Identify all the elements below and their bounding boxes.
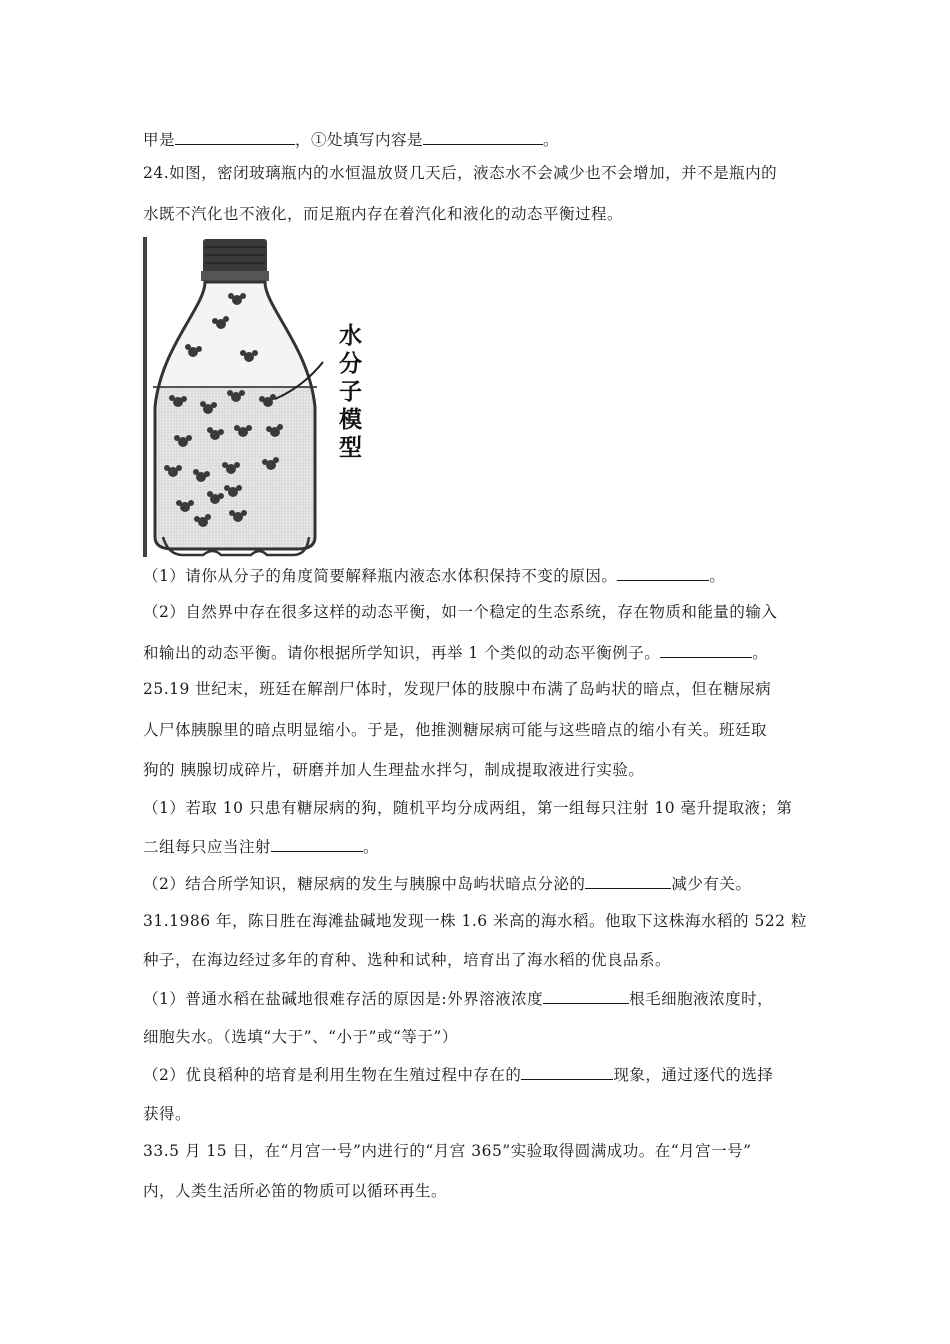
water-bottle-illustration <box>143 237 371 557</box>
figure-label-char: 模 <box>339 407 362 433</box>
question-24-part-2: （2）自然界中存在很多这样的动态平衡，如一个稳定的生态系统，存在物质和能量的输入 <box>143 603 778 621</box>
question-24-part-2-cont: 和输出的动态平衡。请你根据所学知识，再举 1 个类似的动态平衡例子。 。 <box>143 641 813 664</box>
question-31-stem-cont: 种子，在海边经过多年的育种、选种和试种，培育出了海水稻的优良品系。 <box>143 951 672 969</box>
question-31-stem: 31.1986 年，陈日胜在海滩盐碱地发现一株 1.6 米高的海水稻。他取下这株海水稻的 522 粒 <box>143 912 807 930</box>
answer-blank <box>660 641 752 658</box>
question-24-part-1: （1）请你从分子的角度简要解释瓶内液态水体积保持不变的原因。 。 <box>143 564 813 587</box>
question-33-stem-cont: 内，人类生活所必笛的物质可以循环再生。 <box>143 1182 448 1200</box>
question-31-part-2-cont: 获得。 <box>143 1105 192 1123</box>
question-25-part-1: （1）若取 10 只患有糖尿病的狗，随机平均分成两组，第一组每只注射 10 毫升提取液；第 <box>143 799 793 817</box>
answer-blank <box>543 987 629 1004</box>
answer-blank <box>617 564 709 581</box>
question-31-part-1-cont: 细胞失水。（选填“大于”、“小于”或“等于”） <box>143 1028 458 1046</box>
question-25-stem-cont: 人尸体胰腺里的暗点明显缩小。于是，他推测糖尿病可能与这些暗点的缩小有关。班廷取 <box>143 721 768 739</box>
answer-blank <box>585 872 671 889</box>
answer-blank <box>521 1063 613 1080</box>
question-25-part-2: （2）结合所学知识，糖尿病的发生与胰腺中岛屿状暗点分泌的 减少有关。 <box>143 872 813 895</box>
figure-label-char: 分 <box>339 351 362 377</box>
figure-label-char: 子 <box>339 379 362 405</box>
question-25-stem: 25.19 世纪末，班廷在解剖尸体时，发现尸体的肢腺中布满了岛屿状的暗点，但在糖尿病 <box>143 680 772 698</box>
question-31-part-2: （2）优良稻种的培育是利用生物在生殖过程中存在的 现象，通过逐代的选择 <box>143 1063 813 1086</box>
question-24-stem: 24.如图，密闭玻璃瓶内的水恒温放贤几天后，液态水不会减少也不会增加，并不是瓶内的 <box>143 164 778 182</box>
bottle-figure <box>143 237 371 557</box>
question-25-part-1-cont: 二组每只应当注射 。 <box>143 835 813 858</box>
question-25-stem-cont: 狗的 胰腺切成碎片，研磨并加人生理盐水拌匀，制成提取液进行实验。 <box>143 761 645 779</box>
figure-label-char: 水 <box>339 323 362 349</box>
question-33-stem: 33.5 月 15 日，在“月宫一号”内进行的“月宫 365”实验取得圆满成功。在“月宫一号” <box>143 1142 752 1160</box>
figure-label-char: 型 <box>339 435 362 461</box>
question-31-part-1: （1）普通水稻在盐碱地很难存活的原因是:外界溶液浓度 根毛细胞液浓度时， <box>143 987 813 1010</box>
text-line-jia: 甲是 ，①处填写内容是 。 <box>143 128 813 151</box>
question-24-stem-cont: 水既不汽化也不液化，而足瓶内存在着汽化和液化的动态平衡过程。 <box>143 205 624 223</box>
answer-blank <box>271 835 363 852</box>
answer-blank <box>175 128 295 145</box>
answer-blank <box>423 128 543 145</box>
